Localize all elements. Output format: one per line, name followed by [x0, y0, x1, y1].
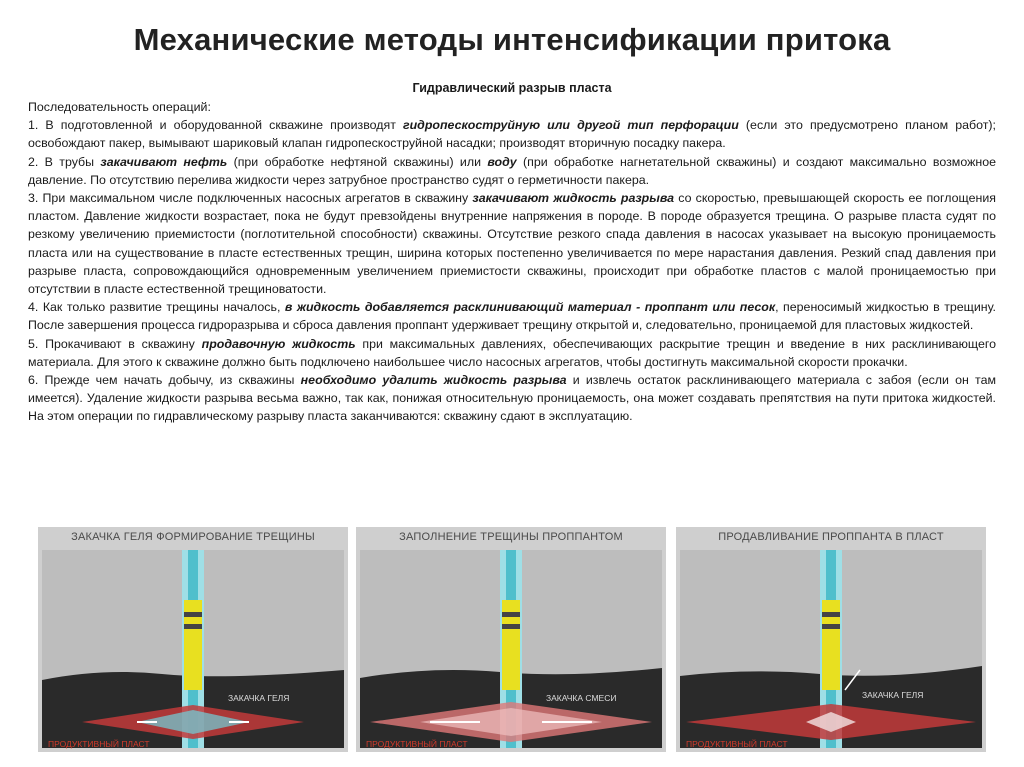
intro-line: Последовательность операций:: [28, 100, 211, 114]
figure-label: ЗАКАЧКА ГЕЛЯ: [862, 690, 924, 700]
packer-band: [822, 612, 840, 617]
packer-band: [822, 624, 840, 629]
step-6: 6. Прежде чем начать добычу, из скважины необходимо удалить жидкость разрыва и извлечь остаток расклинивающего материала с забоя (если он там имеется). Удаление жидкости разрыва весьма важно, так как, понижая относительную проницаемость, она может создавать препятствия на пути притока жидкостей. На этом операции по гидравлическому разрыву пласта заканчиваются: скважину сдают в эксплуатацию.: [28, 373, 996, 424]
figure-label: ЗАКАЧКА ГЕЛЯ: [228, 693, 290, 703]
packer-band: [184, 624, 202, 629]
slide-title: Механические методы интенсификации притока: [133, 22, 891, 57]
figure-caption: ПРОДАВЛИВАНИЕ ПРОППАНТА В ПЛАСТ: [718, 531, 944, 543]
figure-proppant-fill: [356, 527, 666, 752]
figure-foot: ПРОДУКТИВНЫЙ ПЛАСТ: [48, 739, 150, 749]
figure-foot: ПРОДУКТИВНЫЙ ПЛАСТ: [686, 739, 788, 749]
figure-proppant-push: [676, 527, 986, 752]
figure-caption: ЗАКАЧКА ГЕЛЯ ФОРМИРОВАНИЕ ТРЕЩИНЫ: [71, 531, 315, 543]
well-diagram: [360, 550, 662, 748]
well-diagram: [680, 550, 982, 748]
step-1: 1. В подготовленной и оборудованной скважине производят гидропескоструйную или другой тип перфорации (если это предусмотрено планом работ); освобождают пакер, вымывают шариковый клапан гидропескоструйной насадки; производят вторичную посадку пакера.: [28, 118, 997, 151]
packer-band: [184, 612, 202, 617]
section-subtitle: Гидравлический разрыв пласта: [412, 81, 612, 95]
figure-foot: ПРОДУКТИВНЫЙ ПЛАСТ: [366, 739, 468, 749]
figure-label: ЗАКАЧКА СМЕСИ: [546, 693, 617, 703]
packer-band: [502, 612, 520, 617]
step-4: 4. Как только развитие трещины началось, в жидкость добавляется расклинивающий материал - проппант или песок, переносимый жидкостью в трещину. После завершения процесса гидроразрыва и сброса давления проппант удерживает трещину открытой и, следовательно, проницаемой для пластовых жидкостей.: [28, 300, 997, 333]
step-5: 5. Прокачивают в скважину продавочную жидкость при максимальных давлениях, обеспечивающих раскрытие трещин и введение в них расклинивающего материала. Для этого к скважине должно быть подключено наибольшее число насосных агрегатов, чтобы достигнуть максимальной скорости прокачки.: [28, 336, 996, 369]
well-diagram: [42, 550, 344, 748]
step-3: 3. При максимальном числе подключенных насосных агрегатов в скважину закачивают жидкость разрыва со скоростью, превышающей скорость ее поглощения пластом. Давление жидкости возрастает, пока не будут превзойдены внутренние напряжения в породе. В породе образуется трещина. О разрыве пласта судят по резкому увеличению приемистости (поглотительной способности) скважины. Отсутствие резкого спада давления в насосах указывает на высокую проницаемость пласта или на существование в пласте естественных трещин, ширина которых постепенно увеличивается по мере нарастания давления. Резкий спад давления при разрыве пласта, сопровождающийся одновременным увеличением приемистости скважины, происходит при обработке пластов с малой проницаемостью при отсутствии в пласте естественной трещиноватости.: [28, 191, 996, 297]
figure-gel-injection: [38, 527, 348, 752]
step-2: 2. В трубы закачивают нефть (при обработке нефтяной скважины) или воду (при обработке нагнетательной скважины) и создают максимально возможное давление. По отсутствию перелива жидкости через затрубное пространство судят о герметичности пакера.: [28, 154, 996, 187]
packer-band: [502, 624, 520, 629]
figure-caption: ЗАПОЛНЕНИЕ ТРЕЩИНЫ ПРОППАНТОМ: [399, 531, 623, 543]
operations-text: [28, 98, 996, 426]
